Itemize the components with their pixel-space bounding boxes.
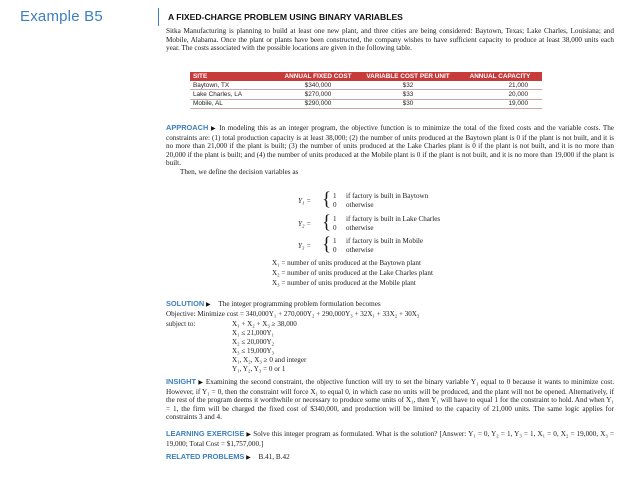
constraint-mobile: X₃ ≤ 19,000Y₃ — [232, 347, 275, 355]
table-header-row — [190, 72, 542, 81]
y1-var: Y₁ = — [298, 197, 312, 205]
y1-case-one: if factory is built in Baytown — [346, 192, 429, 200]
objective-function: Objective: Minimize cost = 340,000Y₁ + 270,000Y₂ + 290,000Y₃ + 32X₁ + 33X₂ + 30X₃ — [166, 310, 420, 318]
table-header-cell: SITE — [190, 72, 278, 81]
table-row — [190, 81, 542, 90]
play-arrow-icon: ▶ — [210, 126, 217, 132]
site-cost-table — [190, 72, 542, 109]
case-zero: 0 — [333, 246, 337, 254]
related-problems-line — [166, 452, 290, 461]
related-text: B.41, B.42 — [258, 453, 290, 461]
intro-block — [166, 27, 614, 53]
y1-case-zero: otherwise — [346, 201, 374, 209]
brace-icon: { — [322, 189, 332, 210]
constraint-total: X₁ + X₂ + X₃ ≥ 38,000 — [232, 320, 297, 328]
example-title: A FIXED-CHARGE PROBLEM USING BINARY VARIABLES — [168, 12, 403, 22]
play-arrow-icon: ▶ — [198, 380, 204, 386]
case-one: 1 — [333, 237, 337, 245]
learning-text: Solve this integer program as formulated. What is the solution? [Answer: Y₁ = 0, Y₂ = 1, Y₃ = 1, X₁ = 0, X₂ = 19,000, X₃ = 19,000; Total Cost = $1,757,000.] — [166, 430, 615, 448]
table-cell: $290,000 — [278, 99, 358, 108]
table-cell: Lake Charles, LA — [190, 90, 278, 99]
case-zero: 0 — [333, 201, 337, 209]
table-row — [190, 90, 542, 99]
y2-var: Y₂ = — [298, 220, 312, 228]
insight-block — [166, 378, 614, 422]
table-cell: Mobile, AL — [190, 99, 278, 108]
case-zero: 0 — [333, 224, 337, 232]
x1-definition: X₁ = number of units produced at the Baytown plant — [272, 259, 421, 267]
learning-block — [166, 430, 614, 448]
table-header-cell: ANNUAL CAPACITY — [458, 72, 542, 81]
table-header-cell: VARIABLE COST PER UNIT — [358, 72, 458, 81]
solution-heading: SOLUTION — [166, 299, 205, 308]
learning-paragraph — [166, 430, 614, 448]
y2-case-one: if factory is built in Lake Charles — [346, 215, 441, 223]
insight-paragraph — [166, 378, 614, 422]
approach-paragraph — [166, 124, 614, 168]
y3-case-one: if factory is built in Mobile — [346, 237, 424, 245]
constraint-binary: Y₁, Y₂, Y₃ = 0 or 1 — [232, 365, 286, 373]
learning-heading: LEARNING EXERCISE — [166, 429, 245, 438]
table-cell: $340,000 — [278, 81, 358, 90]
play-arrow-icon: ▶ — [246, 455, 251, 461]
constraint-baytown: X₁ ≤ 21,000Y₁ — [232, 329, 275, 337]
y3-case-zero: otherwise — [346, 246, 374, 254]
approach-block — [166, 124, 614, 177]
x2-definition: X₂ = number of units produced at the Lake Charles plant — [272, 269, 433, 277]
solution-text: The integer programming problem formulation becomes — [218, 300, 381, 308]
approach-text: In modeling this as an integer program, the objective function is to minimize the total of the fixed costs and the variable costs. The constraints are: (1) total production capacity is at least 38,000; (2) the number of units produced at the Baytown plant is 0 if the plant is not built, and it is no more than 21,000 if the plant is built; (3) the number of units produced at the Lake Charles plant is 0 if the plant is not built, and it is no more than 20,000 if the plant is built; and (4) the number of units produced at the Mobile plant is 0 if the plant is not built, and it is no more than 19,000 if the plant is built. — [166, 124, 614, 168]
table-row — [190, 99, 542, 108]
play-arrow-icon: ▶ — [246, 432, 252, 438]
table-cell: $33 — [358, 90, 458, 99]
example-label: Example B5 — [20, 8, 103, 25]
case-one: 1 — [333, 215, 337, 223]
approach-heading: APPROACH — [166, 123, 209, 132]
subject-to-label: subject to: — [166, 320, 196, 328]
y3-var: Y₃ = — [298, 242, 312, 250]
table-header-cell: ANNUAL FIXED COST — [278, 72, 358, 81]
brace-icon: { — [322, 234, 332, 255]
case-one: 1 — [333, 192, 337, 200]
table-cell: $270,000 — [278, 90, 358, 99]
related-heading: RELATED PROBLEMS — [166, 452, 245, 461]
insight-heading: INSIGHT — [166, 377, 196, 386]
table-cell: 20,000 — [458, 90, 542, 99]
intro-paragraph: Sitka Manufacturing is planning to build at least one new plant, and three cities are being considered: Baytown, Texas; Lake Charles, Louisiana; and Mobile, Alabama. Once the plant or plants have been constructed, the company wishes to have sufficient capacity to produce at least 38,000 units each year. The costs associated with the possible locations are given in the following table. — [166, 27, 614, 53]
y2-case-zero: otherwise — [346, 224, 374, 232]
example-divider — [158, 8, 159, 26]
constraint-lake-charles: X₂ ≤ 20,000Y₂ — [232, 338, 275, 346]
solution-line — [166, 299, 381, 308]
table-cell: Baytown, TX — [190, 81, 278, 90]
x3-definition: X₃ = number of units produced at the Mobile plant — [272, 279, 416, 287]
play-arrow-icon: ▶ — [205, 302, 211, 308]
constraint-nonnegative: X₁, X₂, X₃ ≥ 0 and integer — [232, 356, 307, 364]
table-cell: $32 — [358, 81, 458, 90]
approach-then: Then, we define the decision variables as — [180, 167, 299, 176]
table-cell: 21,000 — [458, 81, 542, 90]
table-cell: $30 — [358, 99, 458, 108]
table-cell: 19,000 — [458, 99, 542, 108]
brace-icon: { — [322, 212, 332, 233]
insight-text: Examining the second constraint, the objective function will try to set the binary variable Y₁ equal to 0 because it wants to minimize cost. However, if Y₁ = 0, then the constraint will force X₁ to equal 0, in which case no units will be produced, and the plant will not be opened. Alternatively, if the rest of the program deems it worthwhile or necessary to produce some units of X₁, then Y₁ will have to equal 1 for the constraint to hold. And when Y₁ = 1, the firm will be charged the fixed cost of $340,000, and production will be limited to the capacity of 21,000 units. The same logic applies for constraints 3 and 4. — [166, 378, 615, 422]
